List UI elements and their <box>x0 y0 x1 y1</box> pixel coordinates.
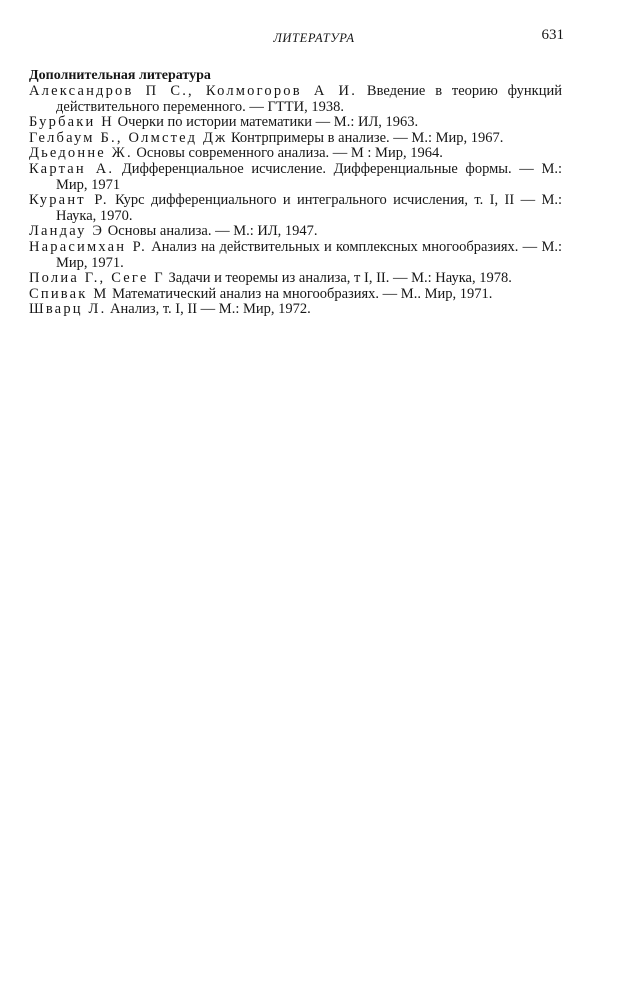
bibliography-section <box>29 68 562 318</box>
reference-text: Анализ на действительных и комплексных многообразиях. — М.: Мир, 1971. <box>56 238 562 271</box>
reference-text: Математический анализ на многообразиях. — М.. Мир, 1971. <box>112 285 493 302</box>
reference-author: Гелбаум Б., Олмстед Дж <box>29 129 228 146</box>
reference-text: Введение в теорию функций действительного переменного. — ГТТИ, 1938. <box>56 83 562 115</box>
reference-entry <box>29 240 562 271</box>
reference-text: Дифференциальное исчисление. Дифференциальные формы. — М.: Мир, 1971 <box>56 160 562 193</box>
reference-author: Курант Р. <box>29 192 109 209</box>
reference-entry <box>29 84 562 115</box>
reference-text: Основы современного анализа. — М : Мир, 1964. <box>136 145 443 162</box>
reference-entry <box>29 146 562 162</box>
reference-text: Очерки по истории математики — М.: ИЛ, 1963. <box>117 114 419 131</box>
reference-text: Задачи и теоремы из анализа, т I, II. — М.: Наука, 1978. <box>168 270 512 287</box>
reference-author: Бурбаки Н <box>29 114 114 131</box>
reference-entry <box>29 271 562 287</box>
reference-entry <box>29 162 562 193</box>
reference-author: Александров П С., Колмогоров А И. <box>29 83 358 99</box>
reference-entry <box>29 193 562 224</box>
reference-author: Нарасимхан Р. <box>29 238 147 255</box>
reference-entry <box>29 287 562 303</box>
reference-author: Полиа Г., Сеге Г <box>29 270 165 287</box>
reference-text: Основы анализа. — М.: ИЛ, 1947. <box>107 223 318 240</box>
reference-entry <box>29 115 562 131</box>
reference-text: Анализ, т. I, II — М.: Мир, 1972. <box>110 301 311 318</box>
reference-author: Шварц Л. <box>29 301 107 318</box>
reference-author: Спивак М <box>29 285 109 302</box>
reference-text: Курс дифференциального и интегрального исчисления, т. I, II — М.: Наука, 1970. <box>56 192 563 224</box>
page-number: 631 <box>541 27 564 43</box>
reference-author: Картан А. <box>29 160 115 177</box>
reference-text: Контрпримеры в анализе. — М.: Мир, 1967. <box>230 129 504 146</box>
reference-author: Дьедонне Ж. <box>29 145 133 162</box>
reference-entry <box>29 131 562 147</box>
section-heading: Дополнительная литература <box>29 68 211 83</box>
running-head-title: ЛИТЕРАТУРА <box>273 31 355 45</box>
reference-author: Ландау Э <box>29 223 105 240</box>
reference-entry <box>29 302 562 318</box>
reference-list <box>29 84 562 318</box>
reference-entry <box>29 224 562 240</box>
